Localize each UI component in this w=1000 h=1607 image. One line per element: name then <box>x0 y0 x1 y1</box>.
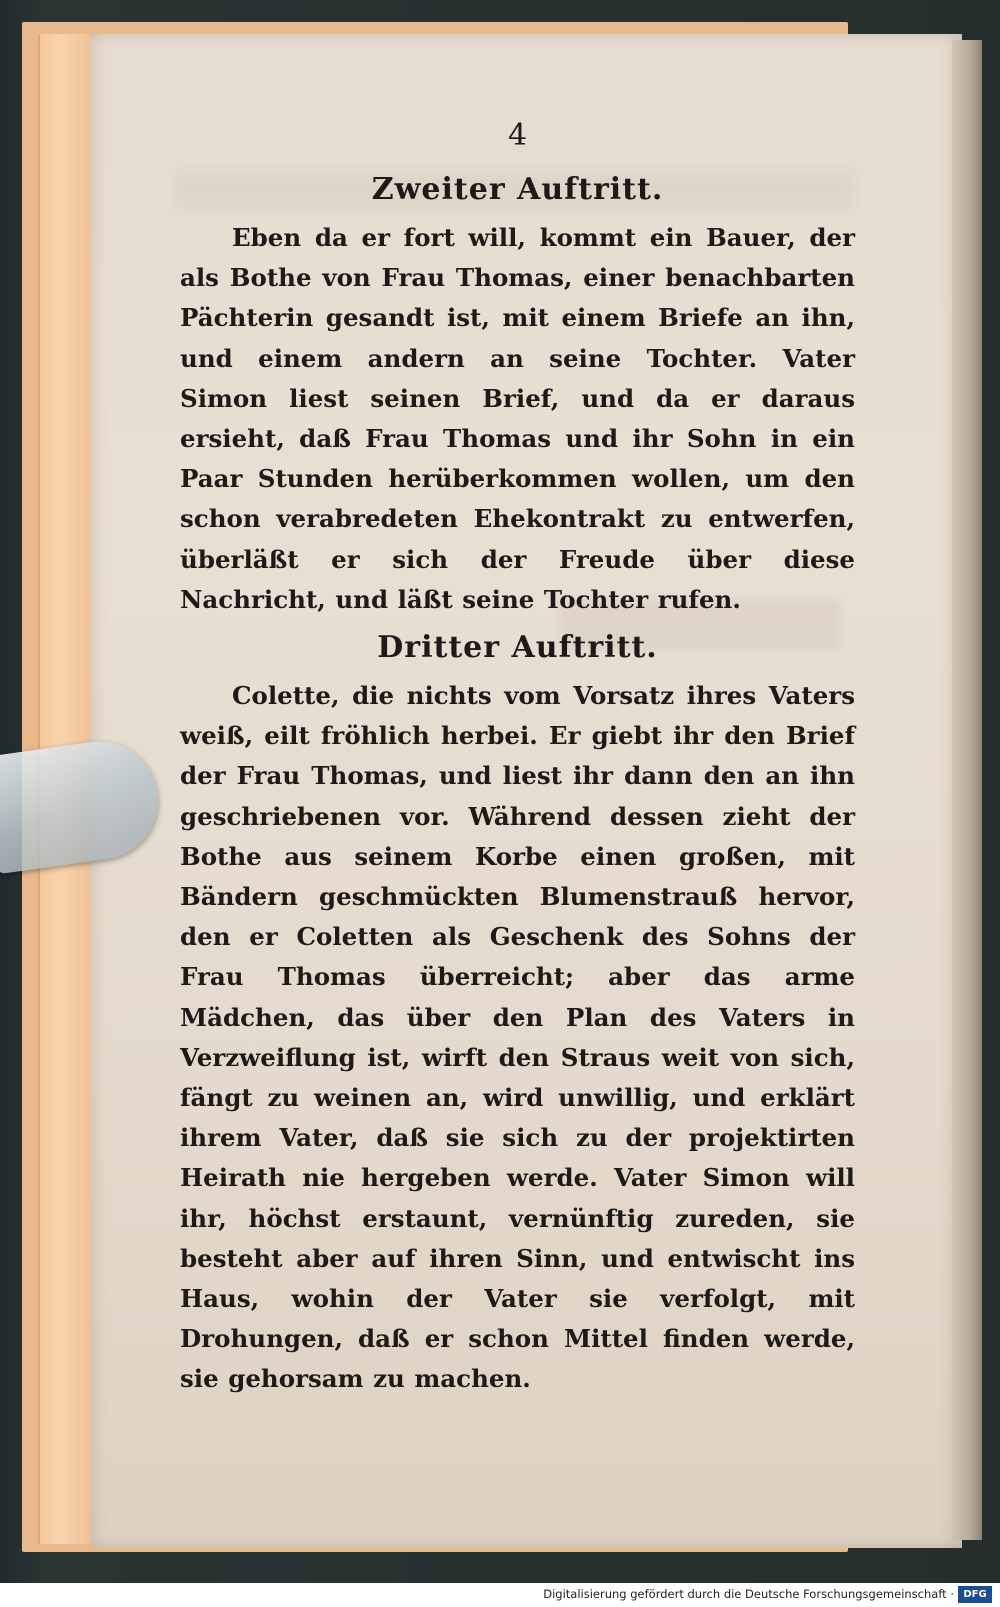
page-gutter-shadow <box>952 40 982 1540</box>
section-paragraph-dritter: Colette, die nichts vom Vorsatz ihres Vaters weiß, eilt fröhlich herbei. Er giebt ihr den Brief der Frau Thomas, und liest ihr dann den an ihn geschriebenen vor. Während dessen zieht der Bothe aus seinem Korbe einen großen, mit Bändern geschmückten Blumenstrauß hervor, den er Coletten als Geschenk des Sohns der Frau Thomas überreicht; aber das arme Mädchen, das über den Plan des Vaters in Verzweiflung ist, wirft den Straus weit von sich, fängt zu weinen an, wird unwillig, und erklärt ihrem Vater, daß sie sich zu der projektirten Heirath nie hergeben werde. Vater Simon will ihr, höchst erstaunt, vernünftig zureden, sie besteht aber auf ihren Sinn, und entwischt ins Haus, wohin der Vater sie verfolgt, mit Drohungen, daß er schon Mittel finden werde, sie gehorsam zu machen. <box>180 681 855 1394</box>
section-heading-dritter: Dritter Auftritt. <box>377 630 658 666</box>
page-number: 4 <box>507 118 528 153</box>
footer-credit: Digitalisierung gefördert durch die Deutsche Forschungsgemeinschaft · <box>543 1587 954 1601</box>
dfg-logo: DFG <box>958 1586 992 1603</box>
page-text <box>180 110 855 1410</box>
section-paragraph-zweiter: Eben da er fort will, kommt ein Bauer, der als Bothe von Frau Thomas, einer benachbarten Pächterin gesandt ist, mit einem Briefe an ihn, und einem andern an seine Tochter. Vater Simon liest seinen Brief, und da er daraus ersieht, daß Frau Thomas und ihr Sohn in ein Paar Stunden herüberkommen wollen, um den schon verabredeten Ehekontrakt zu entwerfen, überläßt er sich der Freude über diese Nachricht, und läßt seine Tochter rufen. <box>180 223 855 614</box>
section-heading-zweiter: Zweiter Auftritt. <box>371 172 664 207</box>
digitization-footer <box>0 1583 1000 1607</box>
